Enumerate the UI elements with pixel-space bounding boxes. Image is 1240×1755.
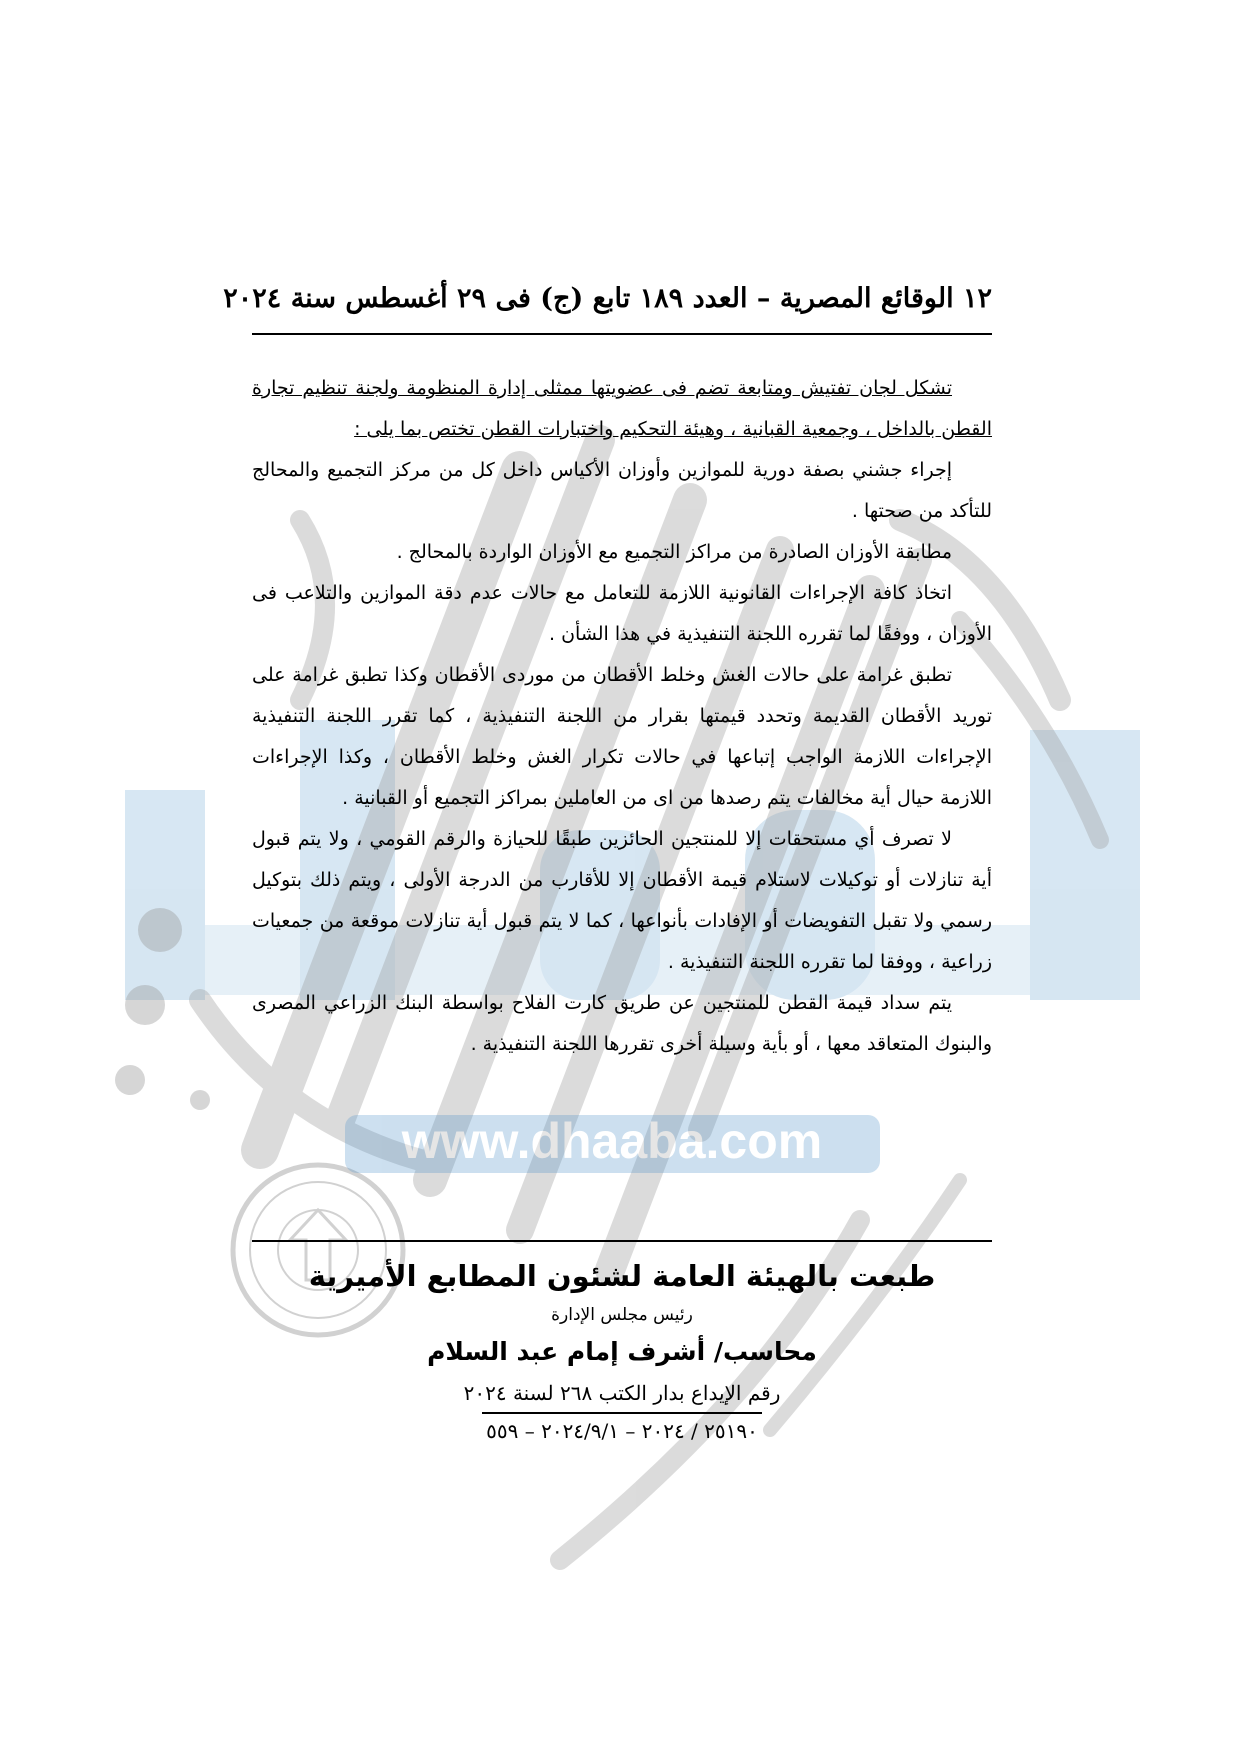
watermark-dots [115,908,210,1110]
paragraph-legal-measures: اتخاذ كافة الإجراءات القانونية اللازمة للتعامل مع حالات عدم دقة الموازين والتلاعب فى الأوزان ، ووفقًا لما تقرره اللجنة التنفيذية في هذا الشأن . [252,582,992,645]
printer-name: طبعت بالهيئة العامة لشئون المطابع الأميرية [308,1259,936,1293]
page-header: ١٢ الوقائع المصرية – العدد ١٨٩ تابع (ج) فى ٢٩ أغسطس سنة ٢٠٢٤ [223,283,992,314]
article-body [252,368,992,1065]
watermark-url-text: www.dhaaba.com [401,1113,823,1169]
watermark-url [345,1113,880,1173]
paragraph-scale-checks: إجراء جشني بصفة دورية للموازين وأوزان الأكياس داخل كل من مركز التجميع والمحالج للتأكد من صحتها . [252,459,992,522]
header-divider [252,333,992,335]
print-reference: ٢٥١٩٠ / ٢٠٢٤ – ٢٠٢٤/٩/١ – ٥٥٩ [482,1412,762,1448]
paragraph-payment-eligibility: لا تصرف أي مستحقات إلا للمنتجين الحائزين طبقًا للحيازة والرقم القومي ، ولا يتم قبول أية تنازلات أو توكيلات لاستلام قيمة الأقطان إلا للأقارب من الدرجة الأولى ، ويتم ذلك بتوكيل رسمي ولا تقبل التفويضات أو الإفادات بأنواعها ، كما لا يتم قبول أية تنازلات موقعة من جمعيات زراعية ، ووفقا لما تقرره اللجنة التنفيذية . [252,828,992,973]
paragraph-weight-matching: مطابقة الأوزان الصادرة من مراكز التجميع مع الأوزان الواردة بالمحالج . [396,541,952,563]
footer-divider [252,1240,992,1242]
deposit-number: رقم الإيداع بدار الكتب ٢٦٨ لسنة ٢٠٢٤ [463,1381,781,1405]
chairman-name: محاسب/ أشرف إمام عبد السلام [427,1337,817,1366]
chairman-title: رئيس مجلس الإدارة [551,1305,693,1325]
paragraph-inspection-committees: تشكل لجان تفتيش ومتابعة تضم فى عضويتها ممثلى إدارة المنظومة ولجنة تنظيم تجارة القطن بالداخل ، وجمعية القبانية ، وهيئة التحكيم واختبارات القطن تختص بما يلى : [252,377,992,440]
publication-footer [252,1252,992,1448]
paragraph-payment-method: يتم سداد قيمة القطن للمنتجين عن طريق كارت الفلاح بواسطة البنك الزراعي المصرى والبنوك المتعاقد معها ، أو بأية وسيلة أخرى تقررها اللجنة التنفيذية . [252,992,992,1055]
paragraph-fraud-fines: تطبق غرامة على حالات الغش وخلط الأقطان من موردى الأقطان وكذا تطبق غرامة على توريد الأقطان القديمة وتحدد قيمتها بقرار من اللجنة التنفيذية ، كما تقرر اللجنة التنفيذية الإجراءات اللازمة الواجب إتباعها في حالات تكرار الغش وخلط الأقطان ، وكذا الإجراءات اللازمة حيال أية مخالفات يتم رصدها من اى من العاملين بمراكز التجميع أو القبانية . [252,664,992,809]
